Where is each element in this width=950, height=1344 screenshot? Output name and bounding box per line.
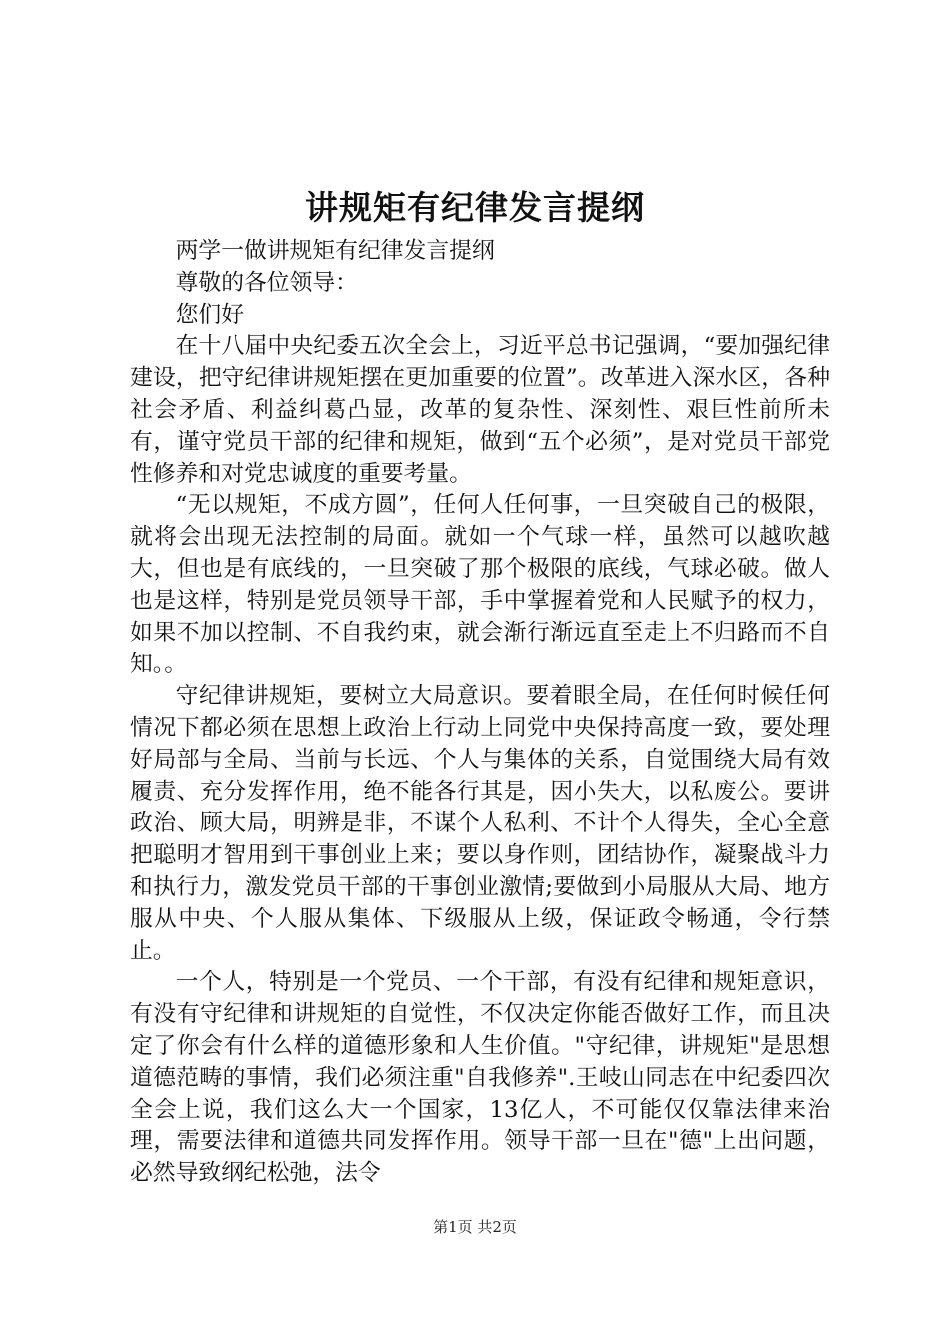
paragraph-4: 一个人，特别是一个党员、一个干部，有没有纪律和规矩意识，有没有守纪律和讲规矩的自觉性，不仅决定你能否做好工作，而且决定了你会有什么样的道德形象和人生价值。"守纪律，讲规矩"是思想道德范畴的事情，我们必须注重"自我修养".王岐山同志在中纪委四次全会上说，我们这么大一个国家，13亿人，不可能仅仅靠法律来治理，需要法律和道德共同发挥作用。领导干部一旦在"德"上出问题，必然导致纲纪松弛，法令 xyxy=(130,969,830,1187)
paragraph-1: 在十八届中央纪委五次全会上，习近平总书记强调，“要加强纪律建设，把守纪律讲规矩摆在更加重要的位置”。改革进入深水区，各种社会矛盾、利益纠葛凸显，改革的复杂性、深刻性、艰巨性前所未有，谨守党员干部的纪律和规矩，做到“五个必须”，是对党员干部党性修养和对党忠诚度的重要考量。 xyxy=(130,333,830,487)
paragraph-subtitle: 两学一做讲规矩有纪律发言提纲 xyxy=(175,238,495,264)
page-number-footer: 第1页 共2页 xyxy=(433,1218,517,1236)
document-body xyxy=(130,236,830,1190)
paragraph-3: 守纪律讲规矩，要树立大局意识。要着眼全局，在任何时候任何情况下都必须在思想上政治上行动上同党中央保持高度一致，要处理好局部与全局、当前与长远、个人与集体的关系，自觉围绕大局有效履责、充分发挥作用，绝不能各行其是，因小失大，以私废公。要讲政治、顾大局，明辨是非，不谋个人私利、不计个人得失，全心全意把聪明才智用到干事创业上来；要以身作则，团结协作，凝聚战斗力和执行力，激发党员干部的干事创业激情;要做到小局服从大局、地方服从中央、个人服从集体、下级服从上级，保证政令畅通，令行禁止。 xyxy=(130,683,830,964)
paragraph-2: “无以规矩，不成方圆”，任何人任何事，一旦突破自己的极限，就将会出现无法控制的局面。就如一个气球一样，虽然可以越吹越大，但也是有底线的，一旦突破了那个极限的底线，气球必破。做人也是这样，特别是党员领导干部，手中掌握着党和人民赋予的权力，如果不加以控制、不自我约束，就会渐行渐远直至走上不归路而不自知。。 xyxy=(130,492,830,678)
paragraph-salutation: 尊敬的各位领导： xyxy=(175,269,358,296)
document-title: 讲规矩有纪律发言提纲 xyxy=(305,188,645,227)
paragraph-greeting: 您们好 xyxy=(175,301,244,328)
